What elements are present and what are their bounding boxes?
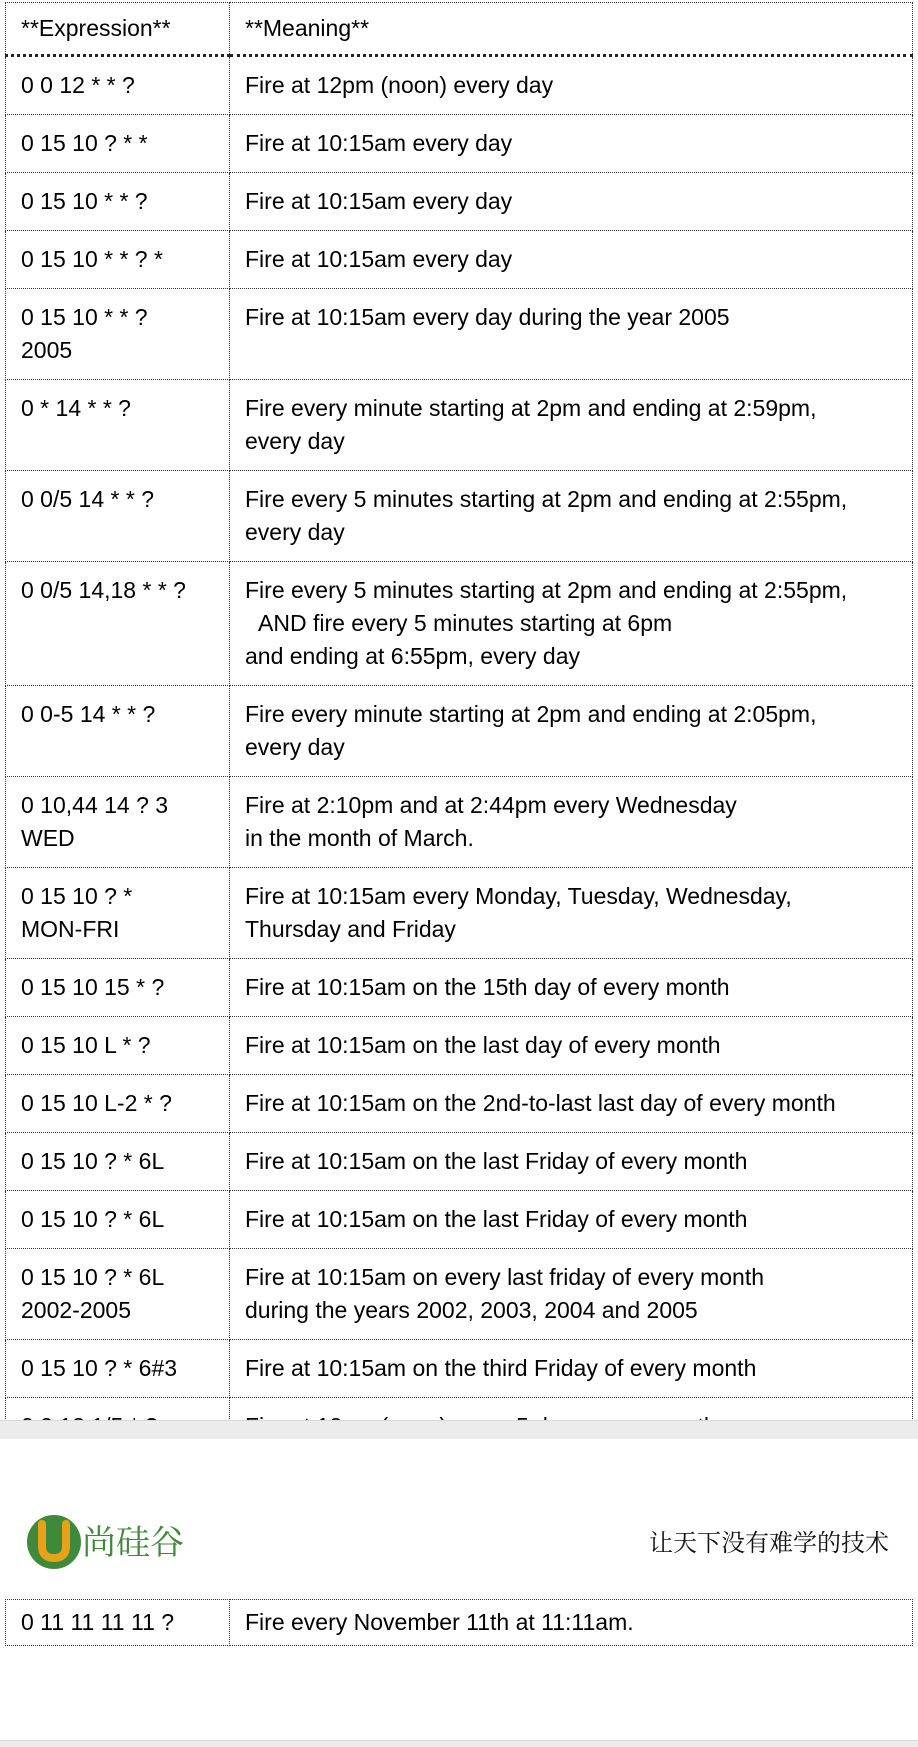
meaning-line: Fire at 10:15am on the 2nd-to-last last day of every month (245, 1090, 836, 1116)
expression-line: 2002-2005 (21, 1297, 131, 1323)
table-row (6, 115, 913, 173)
expression-line: 0 15 10 ? * 6L (21, 1264, 165, 1290)
cron-expression-table (5, 2, 913, 1489)
expression-cell (6, 56, 230, 115)
meaning-line: Fire at 10:15am on the third Friday of every month (245, 1355, 757, 1381)
table-row (6, 1075, 913, 1133)
table-row (6, 173, 913, 231)
meaning-cell (230, 1075, 913, 1133)
expression-cell (6, 173, 230, 231)
expression-line: 0 15 10 * * ? (21, 304, 148, 330)
meaning-cell (230, 56, 913, 115)
table-row (6, 777, 913, 868)
meaning-line: Fire at 10:15am on the last Friday of every month (245, 1206, 748, 1232)
meaning-line: every day (245, 428, 345, 454)
expression-line: 0 0 12 * * ? (21, 72, 135, 98)
page-break (0, 1420, 918, 1440)
meaning-line: every day (245, 734, 345, 760)
expression-cell (6, 231, 230, 289)
meaning-line: Fire at 10:15am on the last Friday of every month (245, 1148, 748, 1174)
meaning-cell (230, 1249, 913, 1340)
expression-line: 0 15 10 ? * 6#3 (21, 1355, 178, 1381)
brand-logo (24, 1510, 224, 1572)
header-expression: **Expression** (6, 3, 230, 56)
meaning-line: Fire at 10:15am on every last friday of every month (245, 1264, 765, 1290)
table-header-row (6, 3, 913, 56)
meaning-line: Fire at 12pm (noon) every day (245, 72, 554, 98)
expression-line: 0 * 14 * * ? (21, 395, 131, 421)
meaning-line: Fire every 5 minutes starting at 2pm and ending at 2:55pm, (245, 577, 848, 603)
expression-cell (6, 868, 230, 959)
meaning-line: Fire every minute starting at 2pm and ending at 2:59pm, (245, 395, 817, 421)
meaning-cell: Fire every November 11th at 11:11am. (230, 1600, 913, 1646)
expression-cell (6, 1017, 230, 1075)
meaning-line: Fire at 10:15am every day (245, 246, 513, 272)
expression-cell (6, 1133, 230, 1191)
meaning-cell (230, 868, 913, 959)
table-row (6, 686, 913, 777)
document-page-2 (0, 1439, 918, 1747)
expression-cell (6, 777, 230, 868)
meaning-line: Fire every minute starting at 2pm and ending at 2:05pm, (245, 701, 817, 727)
expression-line: 0 15 10 * * ? (21, 188, 148, 214)
meaning-line: Thursday and Friday (245, 916, 456, 942)
expression-cell (6, 1340, 230, 1398)
meaning-line: Fire at 10:15am every day during the year 2005 (245, 304, 730, 330)
expression-cell (6, 686, 230, 777)
meaning-line: AND fire every 5 minutes starting at 6pm (258, 610, 673, 636)
meaning-cell (230, 959, 913, 1017)
table-row (6, 1249, 913, 1340)
meaning-cell (230, 115, 913, 173)
meaning-cell (230, 380, 913, 471)
expression-line: 0 15 10 L-2 * ? (21, 1090, 172, 1116)
expression-line: 2005 (21, 337, 73, 363)
expression-line: 0 15 10 ? * 6L (21, 1148, 165, 1174)
expression-line: 0 0/5 14,18 * * ? (21, 577, 186, 603)
table-row (6, 471, 913, 562)
expression-cell (6, 471, 230, 562)
table-row (6, 380, 913, 471)
meaning-cell (230, 777, 913, 868)
meaning-line: and ending at 6:55pm, every day (245, 643, 581, 669)
expression-line: 0 0-5 14 * * ? (21, 701, 156, 727)
page-bottom-edge (0, 1740, 918, 1747)
table-row (6, 1191, 913, 1249)
meaning-cell (230, 289, 913, 380)
table-row (6, 231, 913, 289)
expression-line: 0 15 10 ? * (21, 883, 133, 909)
table-row (6, 1133, 913, 1191)
expression-line: 0 0/5 14 * * ? (21, 486, 154, 512)
expression-cell (6, 1075, 230, 1133)
logo-icon (24, 1510, 224, 1572)
expression-cell (6, 959, 230, 1017)
expression-cell (6, 1191, 230, 1249)
meaning-line: Fire every 5 minutes starting at 2pm and ending at 2:55pm, (245, 486, 848, 512)
meaning-line: Fire at 10:15am every day (245, 188, 513, 214)
meaning-cell (230, 173, 913, 231)
expression-line: 0 15 10 * * ? * (21, 246, 163, 272)
expression-line: 0 10,44 14 ? 3 (21, 792, 169, 818)
meaning-line: in the month of March. (245, 825, 474, 851)
table-row (6, 56, 913, 115)
expression-cell (6, 1249, 230, 1340)
expression-cell: 0 11 11 11 11 ? (6, 1600, 230, 1646)
meaning-cell (230, 231, 913, 289)
meaning-cell (230, 1017, 913, 1075)
meaning-cell (230, 1133, 913, 1191)
meaning-line: Fire at 10:15am every day (245, 130, 513, 156)
expression-line: 0 15 10 ? * * (21, 130, 148, 156)
expression-cell (6, 380, 230, 471)
expression-cell (6, 562, 230, 686)
expression-line: 0 15 10 L * ? (21, 1032, 151, 1058)
expression-cell (6, 115, 230, 173)
meaning-line: during the years 2002, 2003, 2004 and 2005 (245, 1297, 698, 1323)
meaning-line: Fire at 10:15am every Monday, Tuesday, Wednesday, (245, 883, 792, 909)
meaning-line: Fire at 10:15am on the last day of every month (245, 1032, 721, 1058)
cron-expression-table-continued (5, 1599, 913, 1646)
logo-text: 尚硅谷 (82, 1523, 184, 1563)
meaning-line: Fire at 10:15am on the 15th day of every month (245, 974, 730, 1000)
meaning-cell (230, 471, 913, 562)
header-meaning: **Meaning** (230, 3, 913, 56)
meaning-cell (230, 562, 913, 686)
table-row (6, 1017, 913, 1075)
meaning-line: every day (245, 519, 345, 545)
table-row (6, 1340, 913, 1398)
expression-line: 0 15 10 ? * 6L (21, 1206, 165, 1232)
expression-line: 0 15 10 15 * ? (21, 974, 165, 1000)
table-row (6, 289, 913, 380)
table-row (6, 868, 913, 959)
meaning-cell (230, 1340, 913, 1398)
slogan-text: 让天下没有难学的技术 (649, 1529, 889, 1557)
expression-line: WED (21, 825, 75, 851)
table-row (6, 562, 913, 686)
meaning-cell (230, 686, 913, 777)
table-row (6, 1600, 913, 1646)
meaning-line: Fire at 2:10pm and at 2:44pm every Wednesday (245, 792, 737, 818)
expression-line: MON-FRI (21, 916, 120, 942)
expression-cell (6, 289, 230, 380)
meaning-cell (230, 1191, 913, 1249)
table-row (6, 959, 913, 1017)
